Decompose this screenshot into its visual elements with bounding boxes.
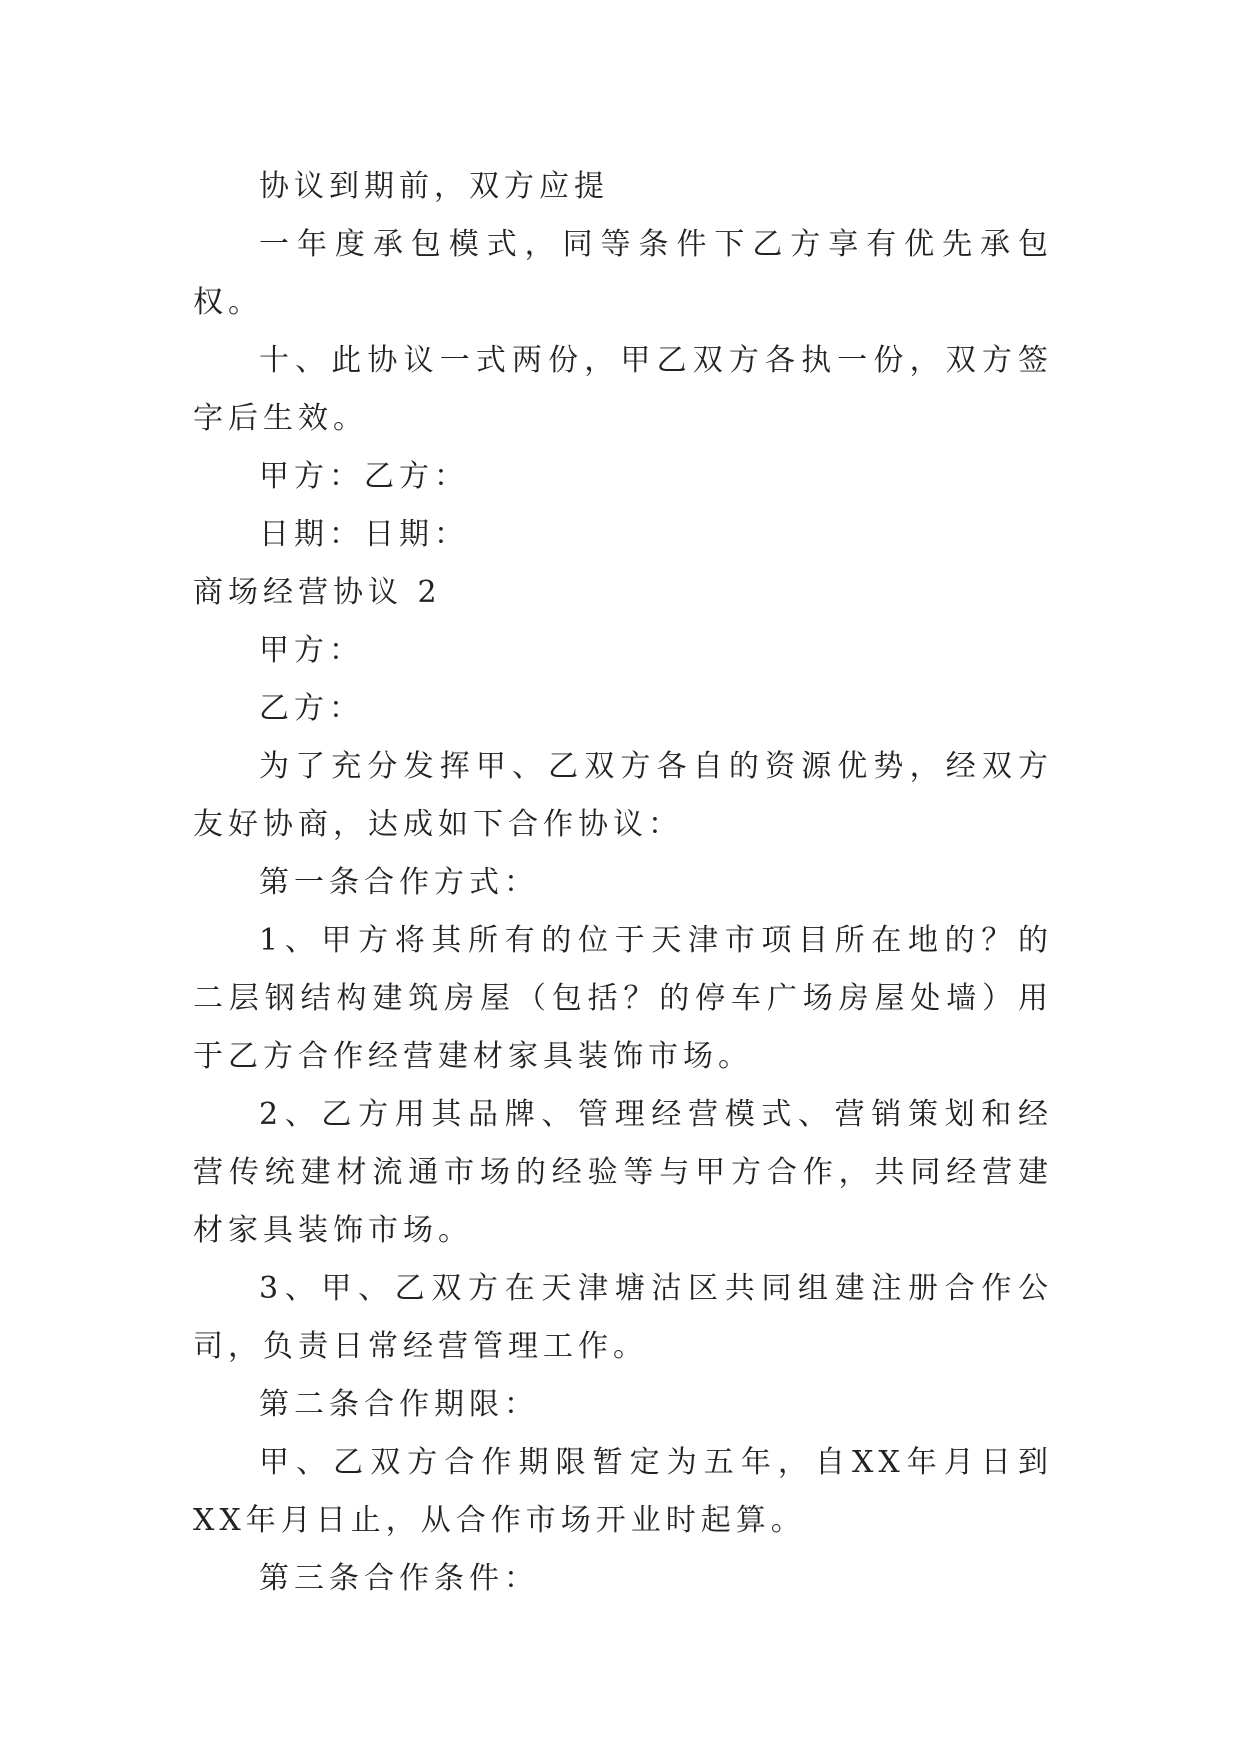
- date-line: 日期：日期：: [259, 517, 469, 552]
- article-heading: 第三条合作条件：: [259, 1561, 539, 1596]
- paragraph: 3、甲、乙双方在天津塘沽区共同组建注册合作公司，负责日常经营管理工作。: [193, 1271, 1053, 1364]
- article-heading: 第二条合作期限：: [259, 1387, 539, 1422]
- party-b-line: 乙方：: [259, 691, 364, 726]
- paragraph: 一年度承包模式，同等条件下乙方享有优先承包权。: [193, 227, 1053, 320]
- signature-line: 甲方：乙方：: [259, 459, 469, 494]
- article-heading: 第一条合作方式：: [259, 865, 539, 900]
- document-body: [193, 158, 1053, 1608]
- paragraph: 为了充分发挥甲、乙双方各自的资源优势，经双方友好协商，达成如下合作协议：: [193, 749, 1053, 842]
- paragraph: 十、此协议一式两份，甲乙双方各执一份，双方签字后生效。: [193, 343, 1053, 436]
- paragraph: 1、甲方将其所有的位于天津市项目所在地的？的二层钢结构建筑房屋（包括？的停车广场房屋处墙）用于乙方合作经营建材家具装饰市场。: [193, 923, 1053, 1074]
- section-heading: 商场经营协议 2: [193, 575, 442, 610]
- paragraph: 2、乙方用其品牌、管理经营模式、营销策划和经营传统建材流通市场的经验等与甲方合作，共同经营建材家具装饰市场。: [193, 1097, 1053, 1248]
- party-a-line: 甲方：: [259, 633, 364, 668]
- paragraph: 协议到期前，双方应提: [259, 169, 609, 204]
- paragraph: 甲、乙双方合作期限暂定为五年，自XX年月日到XX年月日止，从合作市场开业时起算。: [193, 1445, 1053, 1538]
